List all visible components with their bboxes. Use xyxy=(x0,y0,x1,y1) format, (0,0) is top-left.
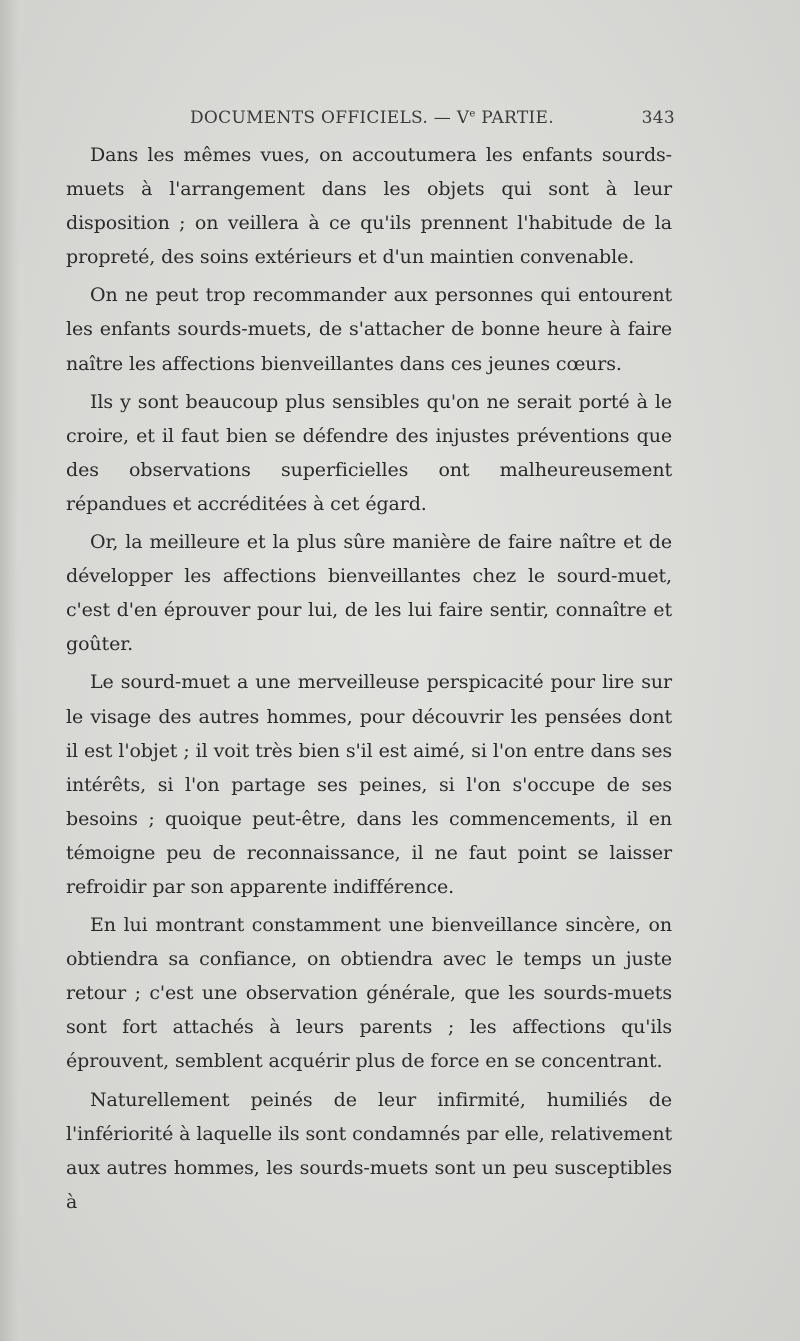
running-title: DOCUMENTS OFFICIELS. — Ve PARTIE. xyxy=(190,108,554,128)
paragraph: Ils y sont beaucoup plus sensibles qu'on ne serait porté à le croire, et il faut bien se défendre des injustes préventions que des observations superficielles ont malheureusement répandues et accréditées à cet égard. xyxy=(66,390,672,515)
page-gutter-shadow xyxy=(0,0,18,1341)
paragraph: Naturellement peinés de leur infirmité, humiliés de l'infériorité à laquelle ils sont condamnés par elle, relativement aux autres hommes, les sourds-muets sont un peu susceptibles à xyxy=(66,1088,672,1213)
page-number: 343 xyxy=(641,108,675,128)
paragraph: En lui montrant constamment une bienveillance sincère, on obtiendra sa confiance, on obtiendra avec le temps un juste retour ; c'est une observation générale, que les sourds-muets sont fort attachés à leurs parents ; les affections qu'ils éprouvent, semblent acquérir plus de force en se concentrant. xyxy=(66,914,672,1073)
paragraph: Le sourd-muet a une merveilleuse perspicacité pour lire sur le visage des autres hommes, pour découvrir les pensées dont il est l'objet ; il voit très bien s'il est aimé, si l'on entre dans ses intérêts, si l'on partage ses peines, si l'on s'occupe de ses besoins ; quoique peut-être, dans les commencements, il en témoigne peu de reconnaissance, il ne faut point se laisser refroidir par son apparente indifférence. xyxy=(66,671,672,898)
paragraph: Dans les mêmes vues, on accoutumera les enfants sourds-muets à l'arrangement dans les objets qui sont à leur disposition ; on veillera à ce qu'ils prennent l'habitude de la propreté, des soins extérieurs et d'un maintien convenable. xyxy=(66,144,672,269)
body-text xyxy=(66,138,672,1223)
paragraph: On ne peut trop recommander aux personnes qui entourent les enfants sourds-muets, de s'attacher de bonne heure à faire naître les affections bienveillantes dans ces jeunes cœurs. xyxy=(66,284,672,375)
paragraph: Or, la meilleure et la plus sûre manière de faire naître et de développer les affections bienveillantes chez le sourd-muet, c'est d'en éprouver pour lui, de les lui faire sentir, connaître et goûter. xyxy=(66,531,672,656)
